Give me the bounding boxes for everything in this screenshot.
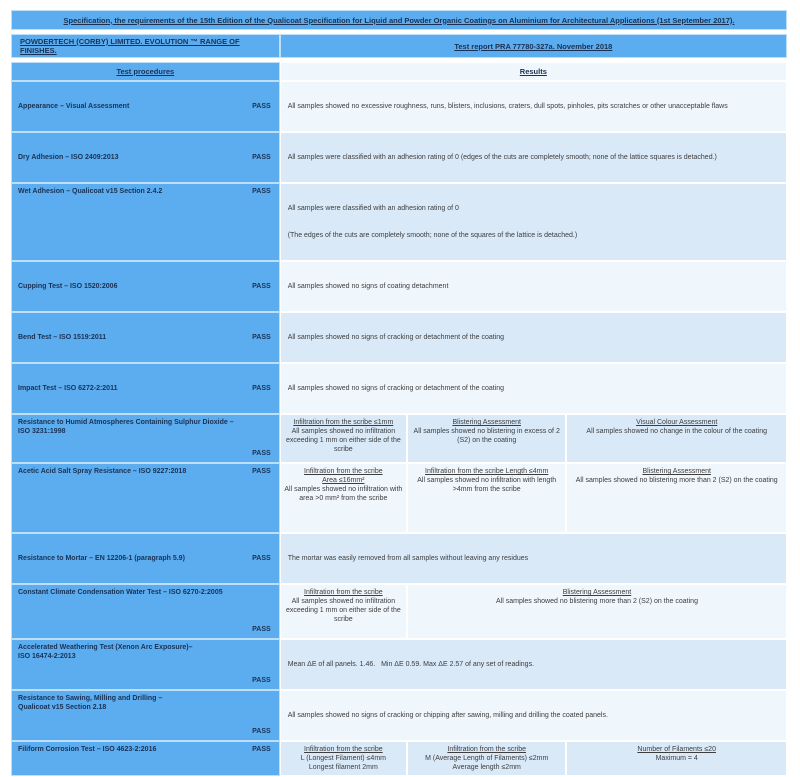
result-heading-line2: Area ≤16mm² xyxy=(322,477,365,484)
test-name: Impact Test – ISO 6272-2:2011 xyxy=(18,385,118,392)
test-name-cell xyxy=(12,691,279,740)
result-body: L (Longest Filament) ≤4mm xyxy=(300,755,386,762)
pass-badge: PASS xyxy=(252,555,271,562)
result-body-line2: Longest filament 2mm xyxy=(308,764,378,771)
result-cell xyxy=(281,82,786,131)
result-subcell xyxy=(281,585,406,638)
test-row-filiform xyxy=(12,742,786,775)
test-name: Filiform Corrosion Test – ISO 4623-2:2016 xyxy=(18,746,157,753)
result-subcell xyxy=(408,742,565,775)
test-name-cell xyxy=(12,742,279,775)
result-heading: Infiltration from the scribe xyxy=(304,589,383,596)
result-heading: Infiltration from the scribe Length ≤4mm xyxy=(425,468,549,475)
result-body: All samples showed no infiltration with area >0 mm² from the scribe xyxy=(284,486,403,502)
result-heading: Infiltration from the scribe xyxy=(304,746,383,753)
test-name-cell xyxy=(12,313,279,362)
test-row-cupping xyxy=(12,262,786,311)
test-name-cell xyxy=(12,415,279,462)
test-name-cell xyxy=(12,184,279,260)
result-subcell xyxy=(408,585,786,638)
result-cell xyxy=(281,534,786,583)
result-cell xyxy=(281,691,786,740)
result-body: All samples showed no infiltration exceeding 1 mm on either side of the scribe xyxy=(285,428,401,453)
test-name-cell xyxy=(12,262,279,311)
pass-badge: PASS xyxy=(252,334,271,341)
result-body: All samples showed no change in the colour of the coating xyxy=(586,428,767,435)
result-text: All samples were classified with an adhesion rating of 0 xyxy=(287,205,459,212)
test-row-acetic-salt-spray xyxy=(12,464,786,532)
test-row-bend xyxy=(12,313,786,362)
test-name: Acetic Acid Salt Spray Resistance – ISO 9227:2018 xyxy=(18,468,187,475)
result-cell xyxy=(281,364,786,413)
row-gap xyxy=(12,31,786,33)
result-subcell xyxy=(567,415,786,462)
pass-badge: PASS xyxy=(252,283,271,290)
test-row-mortar xyxy=(12,534,786,583)
result-cell xyxy=(281,184,786,260)
pass-badge: PASS xyxy=(252,188,271,195)
result-heading: Infiltration from the scribe ≤1mm xyxy=(293,419,394,426)
test-name: Bend Test – ISO 1519:2011 xyxy=(18,334,107,341)
result-cell xyxy=(281,262,786,311)
result-cell xyxy=(281,133,786,182)
result-text: All samples showed no signs of coating detachment xyxy=(287,283,449,290)
test-row-impact xyxy=(12,364,786,413)
result-body: M (Average Length of Filaments) ≤2mm xyxy=(425,755,549,762)
result-text: Mean ΔE of all panels. 1.46. Min ΔE 0.59. Max ΔE 2.57 of any set of readings. xyxy=(287,661,535,668)
result-body: All samples showed no blistering more than 2 (S2) on the coating xyxy=(575,477,778,484)
result-subcell xyxy=(281,415,406,462)
result-body: All samples showed no blistering more than 2 (S2) on the coating xyxy=(496,598,698,605)
pass-badge: PASS xyxy=(252,746,271,753)
result-body: All samples showed no blistering in excess of 2 (S2) on the coating xyxy=(413,428,560,444)
test-name-cell xyxy=(12,534,279,583)
result-text: All samples showed no signs of cracking or detachment of the coating xyxy=(287,385,505,392)
test-name: Accelerated Weathering Test (Xenon Arc Exposure)– xyxy=(18,644,193,651)
test-name: Resistance to Mortar – EN 12206-1 (paragraph 5.9) xyxy=(18,555,185,562)
result-heading: Infiltration from the scribe xyxy=(304,468,383,475)
result-body: Maximum = 4 xyxy=(655,755,698,762)
test-row-weathering xyxy=(12,640,786,689)
result-body-line2: Average length ≤2mm xyxy=(452,764,521,771)
test-row-appearance xyxy=(12,82,786,131)
column-header-results: Results xyxy=(281,63,786,80)
pass-badge: PASS xyxy=(252,103,271,110)
test-name-cell xyxy=(12,585,279,638)
test-name: Constant Climate Condensation Water Test – ISO 6270-2:2005 xyxy=(18,589,223,596)
result-text: (The edges of the cuts are completely smooth; none of the squares of the lattice is detached.) xyxy=(287,232,578,239)
test-name: Resistance to Humid Atmospheres Containing Sulphur Dioxide – xyxy=(18,419,234,426)
result-text: The mortar was easily removed from all samples without leaving any residues xyxy=(287,555,529,562)
result-heading: Visual Colour Assessment xyxy=(636,419,718,426)
company-name: POWDERTECH (CORBY) LIMITED. EVOLUTION ™ RANGE OF FINISHES. xyxy=(12,35,279,57)
pass-badge: PASS xyxy=(252,385,271,392)
test-name: Dry Adhesion – ISO 2409:2013 xyxy=(18,154,119,161)
result-heading: Infiltration from the scribe xyxy=(447,746,526,753)
result-heading: Blistering Assessment xyxy=(642,468,711,475)
row-gap xyxy=(12,59,786,61)
column-header-procedures: Test procedures xyxy=(12,63,279,80)
test-name: Wet Adhesion – Qualicoat v15 Section 2.4.2 xyxy=(18,188,163,195)
result-subcell xyxy=(567,464,786,532)
test-row-condensation xyxy=(12,585,786,638)
test-row-sawing-milling-drilling xyxy=(12,691,786,740)
test-name-cell xyxy=(12,82,279,131)
result-cell xyxy=(281,640,786,689)
result-text: All samples were classified with an adhesion rating of 0 (edges of the cuts are completely smooth; none of the lattice squares is detached.) xyxy=(287,154,717,161)
test-row-wet-adhesion xyxy=(12,184,786,260)
pass-badge: PASS xyxy=(252,626,271,633)
test-row-dry-adhesion xyxy=(12,133,786,182)
result-heading: Number of Filaments ≤20 xyxy=(637,746,716,753)
pass-badge: PASS xyxy=(252,677,271,684)
pass-badge: PASS xyxy=(252,728,271,735)
result-heading: Blistering Assessment xyxy=(452,419,521,426)
pass-badge: PASS xyxy=(252,154,271,161)
test-name-line2: Qualicoat v15 Section 2.18 xyxy=(18,704,107,711)
result-subcell xyxy=(281,464,406,532)
test-name-line2: ISO 16474-2:2013 xyxy=(18,653,76,660)
report-reference: Test report PRA 77780-327a. November 2018 xyxy=(281,35,786,57)
result-subcell xyxy=(281,742,406,775)
pass-badge: PASS xyxy=(252,450,271,457)
result-heading: Blistering Assessment xyxy=(562,589,632,596)
test-name-cell xyxy=(12,464,279,532)
report-table xyxy=(10,9,788,777)
result-subcell xyxy=(567,742,786,775)
spec-title-row xyxy=(12,11,786,29)
spec-title: Specification, the requirements of the 15th Edition of the Qualicoat Specification for Liquid and Powder Organic Coatings on Aluminium for Architectural Applications (1st September 2017). xyxy=(12,11,786,29)
test-name: Appearance – Visual Assessment xyxy=(18,103,130,110)
test-name-cell xyxy=(12,640,279,689)
result-subcell xyxy=(408,415,565,462)
result-body: All samples showed no infiltration with length >4mm from the scribe xyxy=(417,477,557,493)
result-text: All samples showed no signs of cracking or detachment of the coating xyxy=(287,334,505,341)
test-name-cell xyxy=(12,364,279,413)
report-info-row xyxy=(12,35,786,57)
column-header-row xyxy=(12,63,786,80)
test-name-cell xyxy=(12,133,279,182)
pass-badge: PASS xyxy=(252,468,271,475)
test-row-sulphur-dioxide xyxy=(12,415,786,462)
test-name-line2: ISO 3231:1998 xyxy=(18,428,66,435)
result-subcell xyxy=(408,464,565,532)
result-body: All samples showed no infiltration exceeding 1 mm on either side of the scribe xyxy=(285,598,401,623)
test-name: Resistance to Sawing, Milling and Drilling – xyxy=(18,695,163,702)
test-name: Cupping Test – ISO 1520:2006 xyxy=(18,283,118,290)
result-cell xyxy=(281,313,786,362)
result-text: All samples showed no signs of cracking or chipping after sawing, milling and drilling the coated panels. xyxy=(287,712,608,719)
result-text: All samples showed no excessive roughness, runs, blisters, inclusions, craters, dull spots, pinholes, pits scratches or other unacceptable flaws xyxy=(287,103,728,110)
